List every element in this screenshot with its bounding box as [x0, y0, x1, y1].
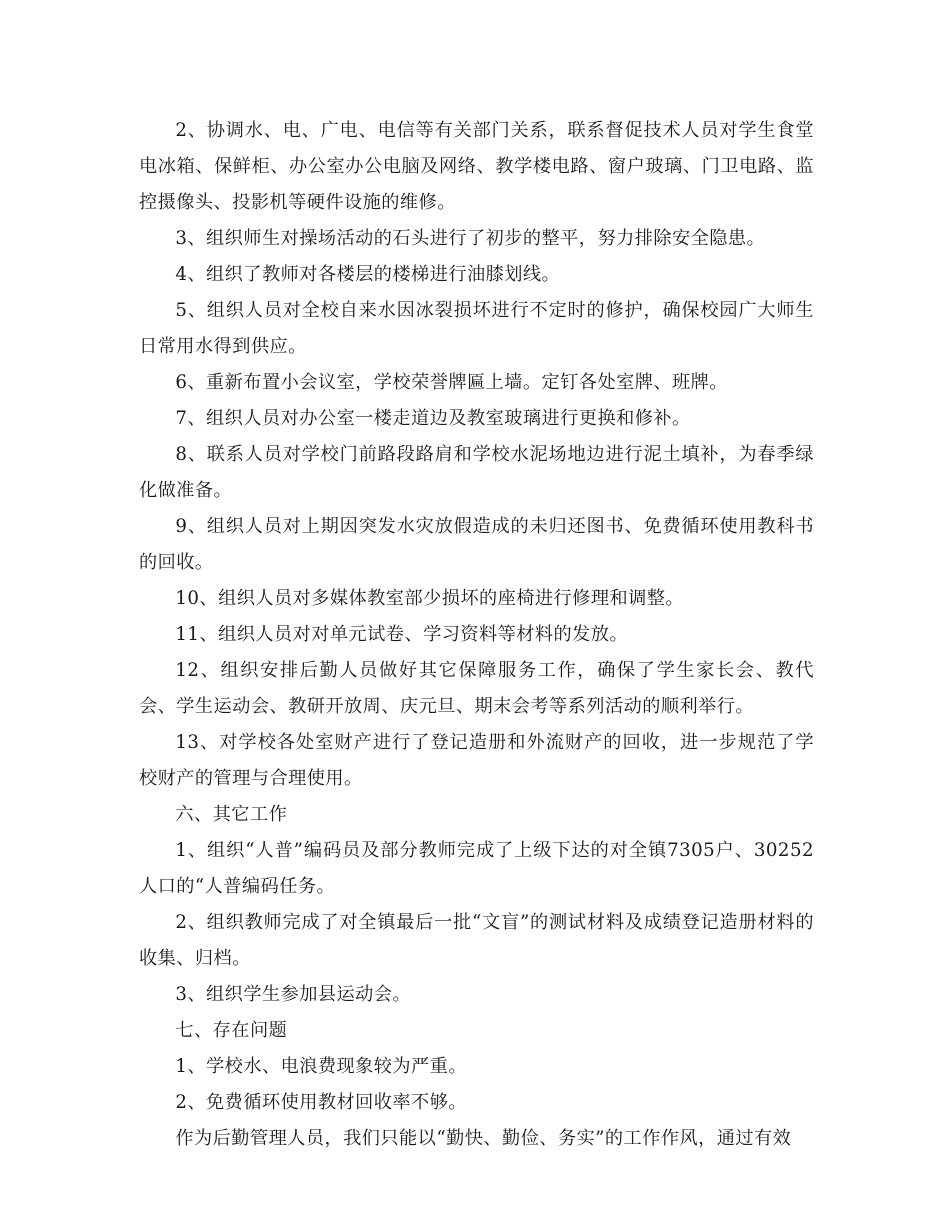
paragraph-item-2-repairs: 2、协调水、电、广电、电信等有关部门关系，联系督促技术人员对学生食堂电冰箱、保鲜柜、办公室办公电脑及网络、教学楼电路、窗户玻璃、门卫电路、监控摄像头、投影机等硬件设施的维修。	[139, 120, 814, 213]
paragraph-other-2-literacy: 2、组织教师完成了对全镇最后一批“文盲”的测试材料及成绩登记造册材料的收集、归档。	[139, 912, 814, 969]
paragraph-item-8-road: 8、联系人员对学校门前路段路肩和学校水泥场地边进行泥土填补，为春季绿化做准备。	[139, 444, 814, 501]
paragraph-item-13-property: 13、对学校各处室财产进行了登记造册和外流财产的回收，进一步规范了学校财产的管理与合理使用。	[139, 732, 814, 789]
paragraph-item-7-glass: 7、组织人员对办公室一楼走道边及教室玻璃进行更换和修补。	[175, 408, 691, 429]
paragraph-item-12-services: 12、组织安排后勤人员做好其它保障服务工作，确保了学生家长会、教代会、学生运动会、教研开放周、庆元旦、期末会考等系列活动的顺利举行。	[139, 660, 814, 717]
paragraph-item-10-chairs: 10、组织人员对多媒体教室部少损坏的座椅进行修理和调整。	[175, 588, 685, 609]
paragraph-other-3-sports: 3、组织学生参加县运动会。	[175, 984, 412, 1005]
paragraph-item-4-stairs: 4、组织了教师对各楼层的楼梯进行油膝划线。	[175, 264, 561, 285]
section-heading-problems: 七、存在问题	[175, 1020, 288, 1041]
paragraph-problem-1-waste: 1、学校水、电浪费现象较为严重。	[175, 1056, 467, 1077]
paragraph-closing: 作为后勤管理人员，我们只能以“勤快、勤俭、务实”的工作作风，通过有效	[175, 1128, 792, 1149]
paragraph-item-11-materials: 11、组织人员对对单元试卷、学习资料等材料的发放。	[175, 624, 629, 645]
paragraph-item-6-meeting-room: 6、重新布置小会议室，学校荣誉牌匾上墙。定钉各处室牌、班牌。	[175, 372, 728, 393]
paragraph-item-9-books: 9、组织人员对上期因突发水灾放假造成的未归还图书、免费循环使用教科书的回收。	[139, 516, 814, 573]
paragraph-other-1-census: 1、组织“人普”编码员及部分教师完成了上级下达的对全镇7305户、30252人口的“人普编码任务。	[139, 840, 814, 897]
paragraph-item-5-water: 5、组织人员对全校自来水因冰裂损坏进行不定时的修护，确保校园广大师生日常用水得到供应。	[139, 300, 814, 357]
paragraph-problem-2-recovery: 2、免费循环使用教材回收率不够。	[175, 1092, 467, 1113]
section-heading-other-work: 六、其它工作	[175, 804, 288, 825]
paragraph-item-3-playground: 3、组织师生对操场活动的石头进行了初步的整平，努力排除安全隐患。	[175, 228, 766, 249]
document-body	[139, 113, 814, 1157]
